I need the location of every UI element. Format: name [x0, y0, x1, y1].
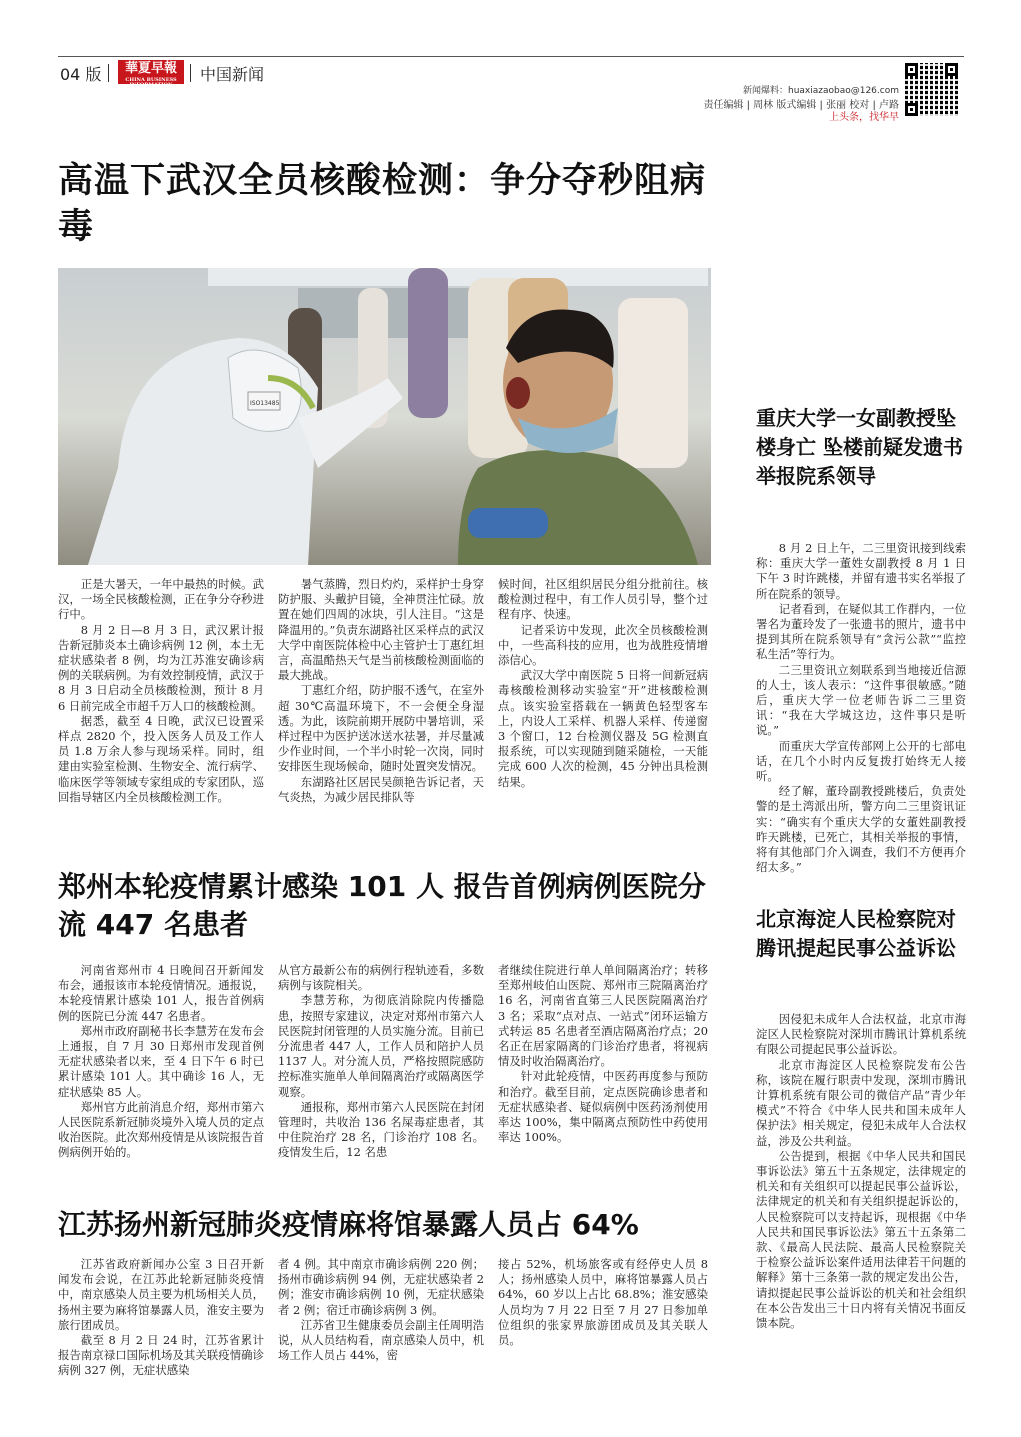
- sidebar-headline: 北京海淀人民检察院对腾讯提起民事公益诉讼: [756, 907, 956, 960]
- article-column: [58, 577, 264, 805]
- news-photo: [58, 268, 711, 565]
- article-headline: 高温下武汉全员核酸检测：争分夺秒阻病毒: [58, 161, 707, 247]
- paragraph: 从官方最新公布的病例行程轨迹看，多数病例与该院相关。: [278, 963, 484, 993]
- paragraph: 而重庆大学宣传部网上公开的七部电话，在几个小时内反复拨打始终无人接听。: [756, 738, 966, 784]
- paragraph: 通报称，郑州市第六人民医院在封闭管理时，共收治 136 名屎毒症患者，其中住院治疗 28 名，门诊治疗 108 名。疫情发生后，12 名患: [278, 1099, 484, 1160]
- sidebar-headline: 重庆大学一女副教授坠楼身亡 坠楼前疑发遗书举报院系领导: [756, 406, 963, 488]
- paragraph: 江苏省政府新闻办公室 3 日召开新闻发布会说，在江苏此轮新冠肺炎疫情中，南京感染人员主要为机场相关人员，扬州主要为麻将馆暴露人员，淮安主要为旅行团成员。: [58, 1257, 264, 1332]
- article-column: [278, 577, 484, 805]
- paragraph: 丁惠红介绍，防护服不透气，在室外超 30℃高温环境下，不一会便全身湿透。为此，该院前期开展防中暑培训，采样过程中为医护送冰送水祛暑，并尽量减少作业时间，一个半小时轮一次岗，同时安排医生现场候命，随时处置突发情况。: [278, 683, 484, 774]
- paragraph: 东湖路社区居民吴颜艳告诉记者，天气炎热，为减少居民排队等: [278, 774, 484, 804]
- editor-credits: 责任编辑 | 周林 版式编辑 | 张丽 校对 | 卢路: [703, 100, 899, 111]
- paragraph: 江苏省卫生健康委员会副主任周明浩说，从人员结构看，南京感染人员中，机场工作人员占 44%，密: [278, 1317, 484, 1363]
- paragraph: 郑州官方此前消息介绍，郑州市第六人民医院系新冠肺炎境外入境人员的定点收治医院。此次郑州疫情是从该院报告首例病例开始的。: [58, 1099, 264, 1160]
- article-headline: 江苏扬州新冠肺炎疫情麻将馆暴露人员占 64%: [58, 1208, 639, 1241]
- paragraph: 记者看到，在疑似其工作群内，一位署名为董玲发了一张遗书的照片，遗书中提到其所在院系领导有“贪污公款”“监控私生活”等行为。: [756, 601, 966, 662]
- paragraph: 武汉大学中南医院 5 日将一间新冠病毒核酸检测移动实验室“开”进核酸检测点。该实验室搭载在一辆黄色轻型客车上，内设人工采样、机器人采样、传递窗 3 个窗口，12 台检测仪器及 5G 检测直报系统，可以实现随到随采随检，一天能完成 600 人次的检测，45 分钟出具检测结果。: [498, 668, 708, 789]
- sidebar-column: [756, 1012, 966, 1331]
- paragraph: 8 月 2 日上午，二三里资讯接到线索称：重庆大学一董姓女副教授 8 月 1 日下午 3 时许跳楼，并留有遗书实名举报了所在院系的领导。: [756, 541, 966, 601]
- section-name: 中国新闻: [200, 65, 265, 84]
- paragraph: 暑气蒸腾，烈日灼灼，采样护士身穿防护服、头戴护目镜，全神贯注忙碌。放置在她们四周的冰块，引人注目。“这是降温用的。”负责东湖路社区采样点的武汉大学中南医院体检中心主管护士丁惠红坦言，高温酷热天气是当前核酸检测面临的最大挑战。: [278, 577, 484, 683]
- paragraph: 记者采访中发现，此次全员核酸检测中，一些高科技的应用，也为战胜疫情增添信心。: [498, 622, 708, 668]
- paragraph: 经了解，董玲副教授跳楼后，负责处警的是土湾派出所，警方向二三里资讯证实：“确实有个重庆大学的女董姓副教授昨天跳楼，已死亡，其相关举报的事情，将有其他部门介入调查，我们不方便再介绍太多。”: [756, 784, 966, 875]
- qr-code-icon[interactable]: [905, 63, 958, 116]
- paragraph: 针对此轮疫情，中医药再度参与预防和治疗。截至目前，定点医院确诊患者和无症状感染者、疑似病例中医药汤剂使用率达 100%，集中隔离点预防性中药使用率达 100%。: [498, 1069, 708, 1145]
- paragraph: 者继续住院进行单人单间隔离治疗；转移至郑州岐伯山医院、郑州市三院隔离治疗 16 名，河南省直第三人民医院隔离治疗 3 名；采取“点对点、一站式”闭环运输方式转运 85 名患者至酒店隔离治疗点；20 名正在居家隔离的门诊治疗患者，将视病情及时收治隔离治疗。: [498, 963, 708, 1069]
- paragraph: 接占 52%，机场旅客或有经停史人员 8 人；扬州感染人员中，麻将馆暴露人员占 64%，60 岁以上占比 68.8%；淮安感染人员均为 7 月 22 日至 7 月 27 日参加单位组织的张家界旅游团成员及其关联人员。: [498, 1257, 708, 1348]
- paragraph: 8 月 2 日—8 月 3 日，武汉累计报告新冠肺炎本土确诊病例 12 例，本土无症状感染者 8 例，均为江苏淮安确诊病例的关联病例。为有效控制疫情，武汉于 8 月 3 日启动全员核酸检测，预计 8 月 6 日前完成全市超千万人口的核酸检测。: [58, 622, 264, 713]
- article-column: [498, 1257, 708, 1348]
- article-column: [58, 1257, 264, 1379]
- article-column: [278, 1257, 484, 1363]
- paragraph: 截至 8 月 2 日 24 时，江苏省累计报告南京禄口国际机场及其关联疫情确诊病例 327 例，无症状感染: [58, 1333, 264, 1378]
- paragraph: 北京市海淀区人民检察院发布公告称，该院在履行职责中发现，深圳市腾讯计算机系统有限公司的微信产品“青少年模式”不符合《中华人民共和国未成年人保护法》相关规定，侵犯未成年人合法权益，涉及公共利益。: [756, 1057, 966, 1148]
- header-divider: [190, 64, 191, 82]
- paragraph: 据悉，截至 4 日晚，武汉已设置采样点 2820 个，投入医务人员及工作人员 1.8 万余人参与现场采样。同时，组建由实验室检测、生物安全、流行病学、临床医学等领域专家组成的专家团队，巡回指导辖区内全员核酸检测工作。: [58, 713, 264, 804]
- article-column: [58, 963, 264, 1161]
- edition-number: 04 版: [60, 65, 102, 84]
- paragraph: 正是大暑天，一年中最热的时候。武汉，一场全民核酸检测，正在争分夺秒进行中。: [58, 577, 264, 622]
- news-hotline: 新闻爆料：huaxiazaobao@126.com: [742, 86, 899, 96]
- header-divider: [108, 64, 109, 82]
- newspaper-logo: 華夏早報 CHINA BUSINESS INFORMATION: [118, 60, 184, 84]
- article-column: [498, 963, 708, 1145]
- paragraph: 候时间，社区组织居民分组分批前往。核酸检测过程中，有工作人员引导，整个过程有序、快速。: [498, 577, 708, 622]
- article-headline: 郑州本轮疫情累计感染 101 人 报告首例病例医院分流 447 名患者: [58, 870, 706, 941]
- sidebar-column: [756, 541, 966, 875]
- paragraph: 者 4 例。其中南京市确诊病例 220 例；扬州市确诊病例 94 例，无症状感染者 2 例；淮安市确诊病例 10 例，无症状感染者 2 例；宿迁市确诊病例 3 例。: [278, 1257, 484, 1317]
- paragraph: 公告提到，根据《中华人民共和国民事诉讼法》第五十五条规定，法律规定的机关和有关组织可以提起民事公益诉讼，法律规定的机关和有关组织提起诉讼的，人民检察院可以支持起诉，现根据《中华人民共和国民事诉讼法》第五十五条第二款、《最高人民法院、最高人民检察院关于检察公益诉讼案件适用法律若干问题的解释》第十三条第一款的规定发出公告，请拟提起民事公益诉讼的机关和社会组织在本公告发出三十日内将有关情况书面反馈本院。: [756, 1148, 966, 1331]
- photo-illustration: [58, 268, 711, 565]
- paragraph: 李慧芳称，为彻底消除院内传播隐患，按照专家建议，决定对郑州市第六人民医院封闭管理的人员实施分流。目前已分流患者 447 人，工作人员和陪护人员 1137 人。对分流人员，严格按照院感防控标准实施单人单间隔离治疗或隔离医学观察。: [278, 993, 484, 1099]
- article-column: [498, 577, 708, 790]
- paragraph: 因侵犯未成年人合法权益，北京市海淀区人民检察院对深圳市腾讯计算机系统有限公司提起民事公益诉讼。: [756, 1012, 966, 1057]
- paragraph: 二三里资讯立刻联系到当地接近信源的人士，该人表示：“这件事很敏感。”随后，重庆大学一位老师告诉二三里资讯：“我在大学城这边，这件事只是听说。”: [756, 662, 966, 738]
- slogan: 上头条，找华早: [829, 112, 899, 123]
- top-rule: [58, 56, 964, 57]
- paragraph: 郑州市政府副秘书长李慧芳在发布会上通报，自 7 月 30 日郑州市发现首例无症状感染者以来，至 4 日下午 6 时已累计感染 101 人。其中确诊 16 人，无症状感染 85 人。: [58, 1023, 264, 1099]
- article-column: [278, 963, 484, 1161]
- photo-badge-text: ISO13485: [250, 400, 280, 407]
- paragraph: 河南省郑州市 4 日晚间召开新闻发布会，通报该市本轮疫情情况。通报说，本轮疫情累计感染 101 人，报告首例病例的医院已分流 447 名患者。: [58, 963, 264, 1023]
